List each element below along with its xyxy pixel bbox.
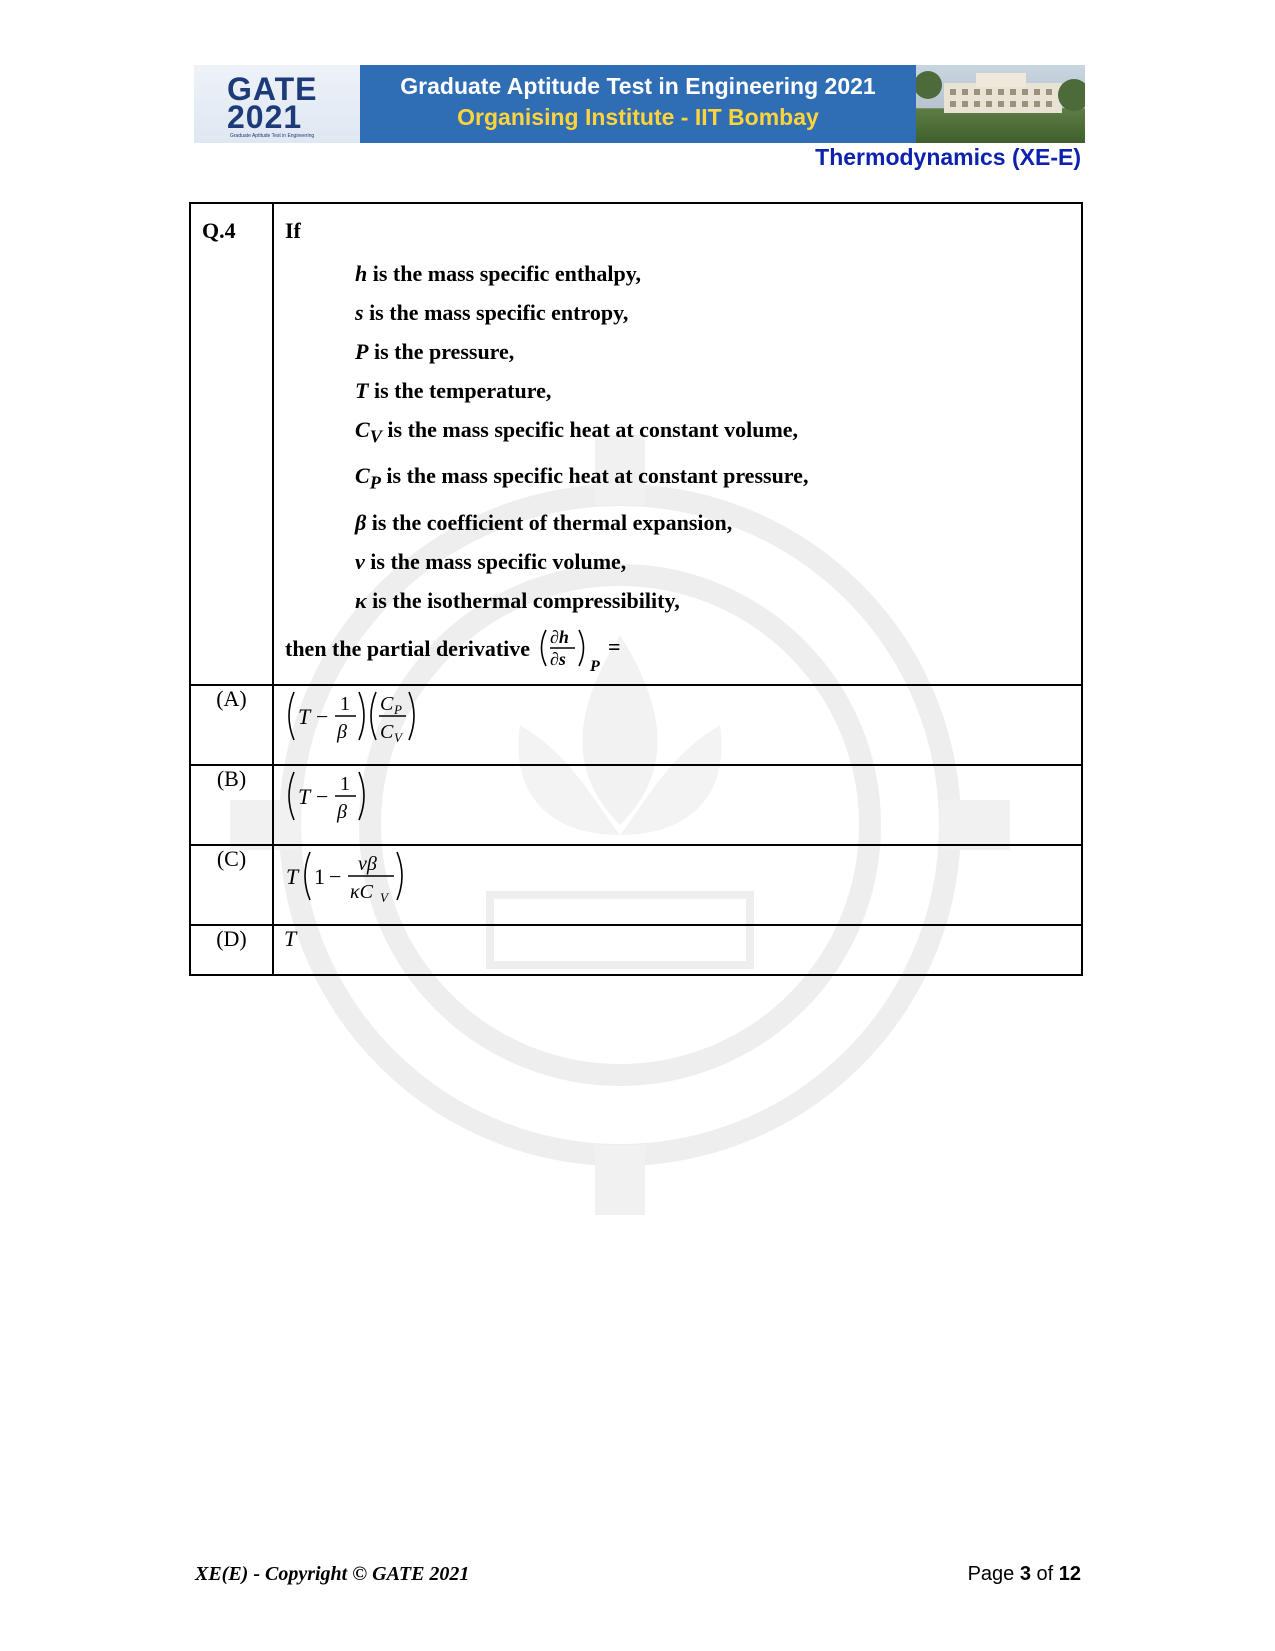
option-row [190, 765, 1082, 845]
option-label: (C) [190, 845, 273, 925]
conclusion-text: then the partial derivative [285, 635, 531, 661]
banner-title-line2: Organising Institute - IIT Bombay [457, 104, 819, 130]
definition-item: κ is the isothermal compressibility, [355, 587, 680, 613]
definition-item: P is the pressure, [355, 339, 515, 364]
logo-word: GATE [227, 71, 318, 107]
option-label: (B) [190, 765, 273, 845]
option-a-formula [284, 686, 424, 746]
svg-text:β: β [337, 800, 347, 823]
svg-text:∂s: ∂s [550, 648, 566, 669]
svg-text:1: 1 [314, 863, 325, 889]
question-intro: If [285, 218, 301, 243]
definition-item: v is the mass specific volume, [355, 548, 627, 574]
option-expression [273, 925, 1082, 975]
option-row [190, 845, 1082, 925]
option-c-formula [284, 846, 414, 906]
footer-copyright: XE(E) - Copyright © GATE 2021 [195, 1563, 470, 1585]
gate-header-banner [194, 65, 1085, 143]
option-expression [273, 765, 1082, 845]
svg-text:−: − [329, 863, 342, 889]
option-b-formula [284, 766, 374, 826]
svg-text:T: T [298, 783, 311, 809]
definition-item: s is the mass specific entropy, [355, 300, 629, 325]
option-d-formula: T [284, 925, 297, 951]
svg-text:1: 1 [340, 772, 350, 795]
partial-derivative-expression [536, 624, 631, 674]
svg-text:C: C [380, 692, 394, 715]
gate-logo [194, 65, 360, 143]
subject-title: Thermodynamics (XE-E) [815, 144, 1081, 170]
svg-text:−: − [316, 783, 329, 809]
banner-title-line1: Graduate Aptitude Test in Engineering 2021 [400, 73, 876, 99]
option-label: (D) [190, 925, 273, 975]
question-number: Q.4 [190, 203, 273, 685]
question-body [273, 203, 1082, 685]
svg-text:=: = [608, 633, 621, 659]
question-row [190, 203, 1082, 685]
definition-item: β is the coefficient of thermal expansion, [355, 509, 733, 535]
svg-text:T: T [298, 703, 311, 729]
option-row [190, 925, 1082, 975]
definition-item: $C_P$ is the mass specific heat at constant pressure, [355, 463, 809, 493]
svg-text:κC: κC [350, 880, 373, 903]
svg-text:β: β [337, 720, 347, 743]
option-label: (A) [190, 685, 273, 765]
question-table [189, 202, 1083, 976]
option-row [190, 685, 1082, 765]
svg-text:T: T [286, 863, 299, 889]
svg-text:P: P [394, 701, 402, 717]
footer-page-number: Page 3 of 12 [967, 1563, 1081, 1585]
banner-title [360, 65, 916, 143]
svg-text:1: 1 [340, 692, 350, 715]
definition-item: $C_V$ is the mass specific heat at constant volume, [355, 417, 799, 447]
definition-item: h is the mass specific enthalpy, [355, 261, 642, 286]
svg-text:−: − [316, 703, 329, 729]
svg-text:C: C [380, 720, 394, 743]
definition-item: T is the temperature, [355, 378, 552, 403]
svg-text:∂h: ∂h [550, 626, 569, 647]
option-expression [273, 685, 1082, 765]
option-expression [273, 845, 1082, 925]
logo-tagline: Graduate Aptitude Test in Engineering [230, 133, 315, 139]
definition-list [285, 254, 1071, 620]
question-conclusion [285, 624, 1071, 674]
svg-text:V: V [380, 889, 388, 905]
svg-text:V: V [394, 729, 402, 745]
campus-photo [916, 65, 1085, 143]
svg-text:vβ: vβ [358, 852, 377, 875]
logo-year: 2021 [227, 99, 303, 135]
svg-text:P: P [590, 657, 600, 674]
